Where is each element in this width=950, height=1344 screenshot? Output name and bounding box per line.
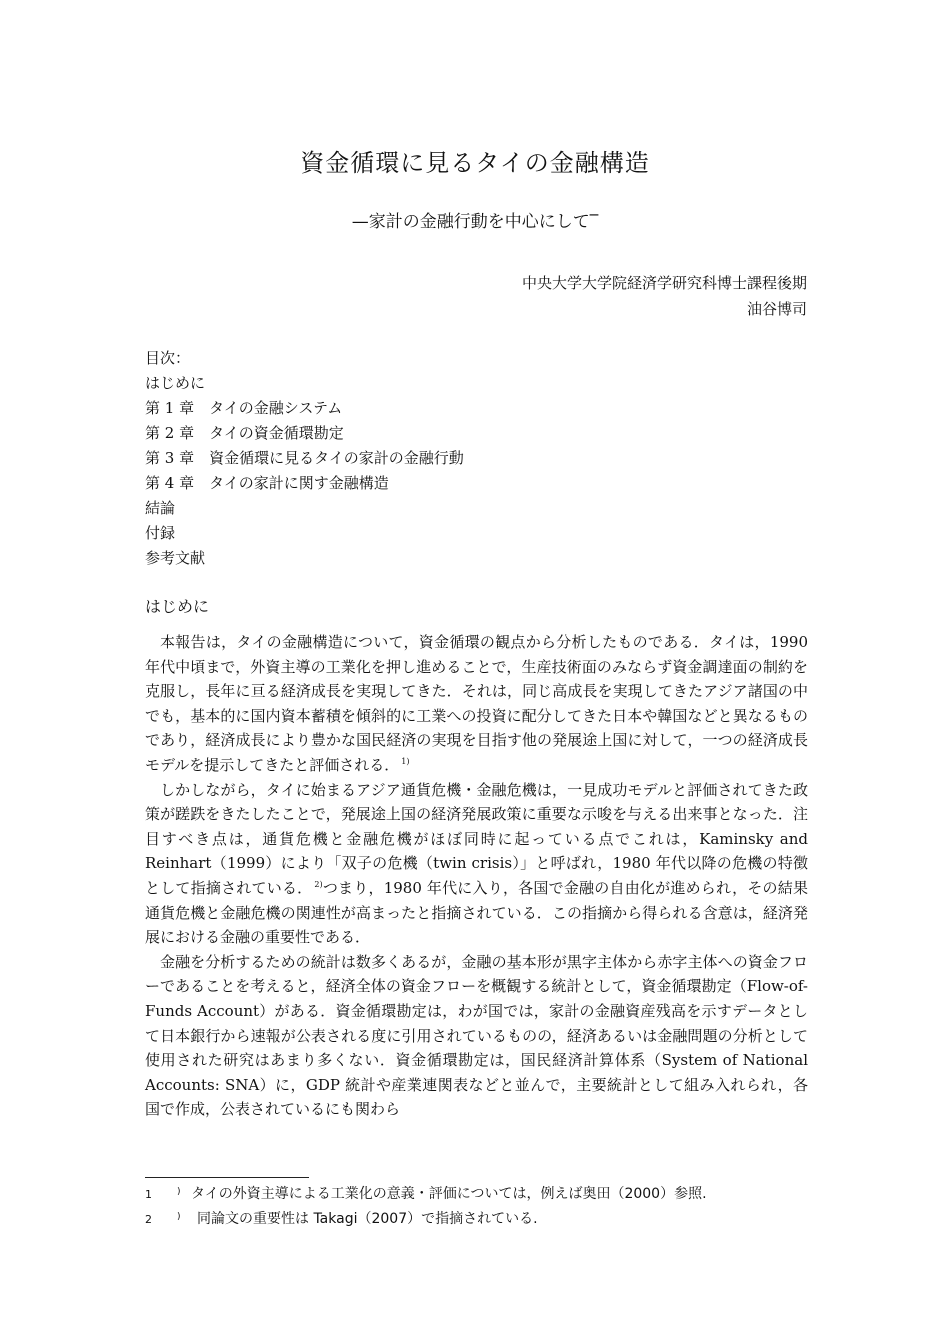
toc-item: 第 3 章 資金循環に見るタイの家計の金融行動 bbox=[145, 449, 464, 467]
footnote-text: タイの外資主導による工業化の意義・評価については，例えば奥田（2000）参照. bbox=[191, 1186, 707, 1202]
toc-item: 付録 bbox=[145, 524, 176, 542]
toc-item: 第 1 章 タイの金融システム bbox=[145, 399, 343, 417]
paragraph-1-text: 本報告は，タイの金融構造について，資金循環の観点から分析したものである．タイは，1990 年代中頃まで，外資主導の工業化を押し進めることで，生産技術面のみならず資金調達面の制約を克服し，長年に亘る経済成長を実現してきた．それは，同じ高成長を実現してきたアジア諸国の中でも，基本的に国内資本蓄積を傾斜的に工業への投資に配分してきた日本や韓国などと異なるものであり，経済成長により豊かな国民経済の実現を目指す他の発展途上国に対して，一つの経済成長モデルを提示してきたと評価される． bbox=[145, 633, 808, 774]
footnote-divider bbox=[145, 1177, 309, 1178]
author-name: 油谷博司 bbox=[746, 300, 807, 318]
paragraph-1 bbox=[145, 630, 808, 778]
author-affiliation: 中央大学大学院経済学研究科博士課程後期 bbox=[521, 274, 807, 292]
toc-item: 参考文献 bbox=[145, 549, 206, 567]
document-title: 資金循環に見るタイの金融構造 bbox=[300, 149, 650, 177]
footnote-paren: ) bbox=[177, 1212, 181, 1222]
section-body bbox=[145, 630, 808, 1122]
footnote-number: 1 bbox=[145, 1188, 152, 1201]
paragraph-2-text-b: つまり，1980 年代に入り，各国で金融の自由化が進められ，その結果通貨危機と金融危機の関連性が高まったと指摘されている．この指摘から得られる含意は，経済発展における金融の重要性である． bbox=[145, 878, 808, 947]
footnote-text: 同論文の重要性は Takagi（2007）で指摘されている. bbox=[197, 1211, 538, 1227]
paragraph-2 bbox=[145, 778, 808, 950]
author-block bbox=[522, 270, 807, 322]
table-of-contents bbox=[145, 346, 464, 571]
toc-item: はじめに bbox=[145, 374, 206, 392]
toc-heading: 目次： bbox=[145, 349, 191, 367]
footnotes bbox=[145, 1183, 707, 1233]
paragraph-3: 金融を分析するための統計は数多くあるが，金融の基本形が黒字主体から赤字主体への資金フローであることを考えると，経済全体の資金フローを概観する統計として，資金循環勘定（Flow-of-Funds Account）がある．資金循環勘定は，わが国では，家計の金融資産残高を示すデータとして日本銀行から速報が公表される度に引用されているものの，経済あるいは金融問題の分析として使用された研究はあまり多くない．資金循環勘定は，国民経済計算体系（System of National Accounts: SNA）に，GDP 統計や産業連関表などと並んで，主要統計として組み入れられ，各国で作成，公表されているにも関わら bbox=[145, 952, 808, 1119]
footnote-ref-1: 1) bbox=[401, 756, 410, 766]
paragraph-2-text-a: しかしながら，タイに始まるアジア通貨危機・金融危機は，一見成功モデルと評価されてきた政策が蹉跌をきたしたことで，発展途上国の経済発展政策に重要な示唆を与える出来事となった．注目すべき点は，通貨危機と金融危機がほぼ同時に起っている点でこれは，Kaminsky and Reinhart（1999）により「双子の危機（twin crisis）」と呼ばれ，1980 年代以降の危機の特徴として指摘されている． bbox=[145, 780, 808, 897]
footnote-paren: ) bbox=[177, 1187, 181, 1197]
toc-item: 第 2 章 タイの資金循環勘定 bbox=[145, 424, 344, 442]
footnote-ref-2: 2) bbox=[314, 879, 323, 889]
toc-item: 第 4 章 タイの家計に関す金融構造 bbox=[145, 474, 389, 492]
footnote-number: 2 bbox=[145, 1213, 152, 1226]
footnote-1 bbox=[145, 1183, 707, 1208]
toc-item: 結論 bbox=[145, 499, 176, 517]
footnote-2 bbox=[145, 1208, 707, 1233]
section-heading: はじめに bbox=[145, 597, 210, 616]
document-subtitle: —家計の金融行動を中心にして‾ bbox=[351, 212, 599, 232]
